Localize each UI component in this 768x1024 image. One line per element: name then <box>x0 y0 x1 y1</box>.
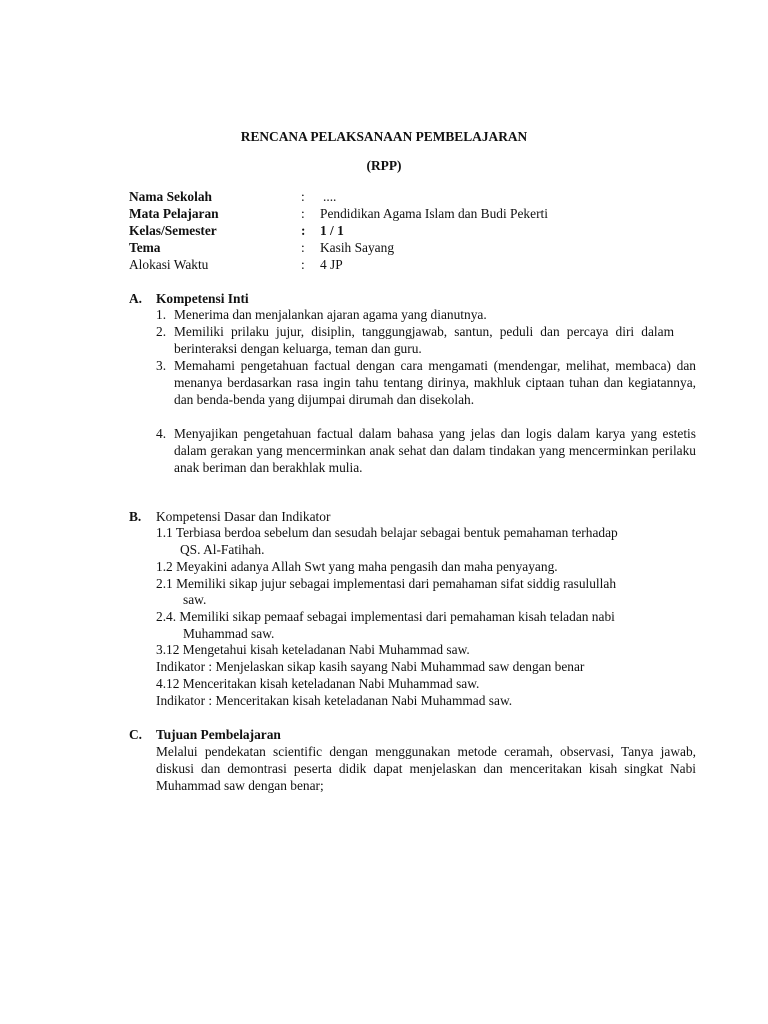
document-title: RENCANA PELAKSANAAN PEMBELAJARAN <box>240 129 528 144</box>
identity-label: Mata Pelajaran <box>129 206 219 221</box>
identity-colon: : <box>301 189 305 204</box>
list-item-text: Menerima dan menjalankan ajaran agama yang dianutnya. <box>174 307 487 322</box>
identity-colon: : <box>301 240 305 255</box>
indikator-line: Indikator : Menjelaskan sikap kasih sayang Nabi Muhammad saw dengan benar <box>156 659 585 674</box>
kd-line: 3.12 Mengetahui kisah keteladanan Nabi Muhammad saw. <box>156 642 470 657</box>
section-letter: B. <box>129 509 142 524</box>
identity-label: Nama Sekolah <box>129 189 212 204</box>
kd-line: 1.2 Meyakini adanya Allah Swt yang maha pengasih dan maha penyayang. <box>156 559 558 574</box>
identity-value: Pendidikan Agama Islam dan Budi Pekerti <box>320 206 548 221</box>
list-item-number: 2. <box>156 324 167 339</box>
list-item-text: Memiliki prilaku jujur, disiplin, tanggungjawab, santun, peduli dan percaya diri dalam berinteraksi dengan keluarga, teman dan guru. <box>174 324 674 356</box>
identity-colon: : <box>301 206 305 221</box>
kd-line: 1.1 Terbiasa berdoa sebelum dan sesudah belajar sebagai bentuk pemahaman terhadap <box>156 525 618 540</box>
section-heading: Tujuan Pembelajaran <box>156 727 281 742</box>
list-item-number: 1. <box>156 307 167 322</box>
identity-label: Tema <box>129 240 161 255</box>
identity-value: 1 / 1 <box>320 223 344 238</box>
kd-line-continuation: QS. Al-Fatihah. <box>180 542 265 557</box>
identity-colon: : <box>301 223 306 238</box>
kd-line: 4.12 Menceritakan kisah keteladanan Nabi Muhammad saw. <box>156 676 480 691</box>
identity-value: Kasih Sayang <box>320 240 395 255</box>
list-item-number: 3. <box>156 358 167 373</box>
tujuan-paragraph: Melalui pendekatan scientific dengan menggunakan metode ceramah, observasi, Tanya jawab, diskusi dan demontrasi peserta didik dapat menjelaskan dan menceritakan kisah singkat Nabi Muhammad saw dengan benar; <box>156 744 696 793</box>
kd-line-continuation: Muhammad saw. <box>183 626 275 641</box>
list-item-text: Memahami pengetahuan factual dengan cara mengamati (mendengar, melihat, membaca) dan menanya berdasarkan rasa ingin tahu tentang dirinya, makhluk ciptaan tuhan dan kegiatannya, dan benda-benda yang dijumpai dirumah dan disekolah. <box>174 358 696 407</box>
section-letter: C. <box>129 727 143 742</box>
section-heading: Kompetensi Inti <box>156 291 249 306</box>
kd-line: 2.4. Memiliki sikap pemaaf sebagai implementasi dari pemahaman kisah teladan nabi <box>156 609 615 624</box>
kd-line: 2.1 Memiliki sikap jujur sebagai implementasi dari pemahaman sifat siddig rasulullah <box>156 576 617 591</box>
identity-label: Alokasi Waktu <box>129 257 209 272</box>
kd-line-continuation: saw. <box>183 592 207 607</box>
list-item-text: Menyajikan pengetahuan factual dalam bahasa yang jelas dan logis dalam karya yang estetis dalam gerakan yang mencerminkan anak sehat dan dalam tindakan yang mencerminkan perilaku anak beriman dan berakhlak mulia. <box>174 426 696 475</box>
identity-colon: : <box>301 257 305 272</box>
identity-value: .... <box>323 189 337 204</box>
identity-value: 4 JP <box>320 257 343 272</box>
list-item-number: 4. <box>156 426 167 441</box>
section-letter: A. <box>129 291 143 306</box>
document-subtitle: (RPP) <box>366 158 402 173</box>
indikator-line: Indikator : Menceritakan kisah keteladanan Nabi Muhammad saw. <box>156 693 513 708</box>
section-heading: Kompetensi Dasar dan Indikator <box>156 509 331 524</box>
identity-label: Kelas/Semester <box>129 223 217 238</box>
